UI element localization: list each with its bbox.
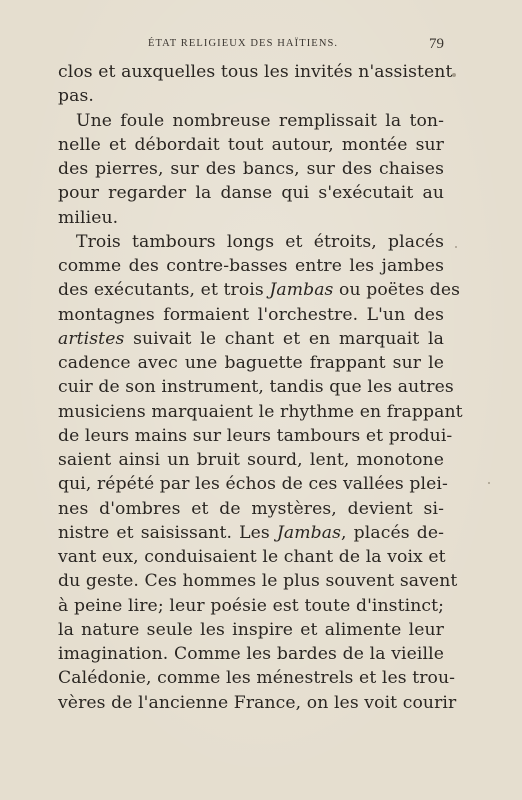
text-line: qui, répété par les échos de ces vallées plei- <box>58 474 448 495</box>
text-line: imagination. Comme les bardes de la vieille <box>58 644 444 664</box>
text-line: pas. <box>58 86 94 107</box>
text-line: Calédonie, comme les ménestrels et les trou- <box>58 668 456 689</box>
paper-speck <box>455 246 457 248</box>
text-segment: ou poëtes des <box>333 280 461 301</box>
text-line: comme des contre-basses entre les jambes <box>58 256 444 276</box>
text-line: cadence avec une baguette frappant sur le <box>58 353 444 373</box>
text-line: vères de l'ancienne France, on les voit courir <box>58 692 457 713</box>
text-line: nelle et débordait tout autour, montée sur <box>58 134 444 155</box>
text-line: des pierres, sur des bancs, sur des chaises <box>58 159 444 179</box>
text-line <box>58 327 444 351</box>
text-line: pour regarder la danse qui s'exécutait au <box>58 183 444 204</box>
paragraph-first-line: Trois tambours longs et étroits, placés <box>76 231 444 252</box>
italic-word: Jambas <box>276 522 342 543</box>
page-number: 79 <box>429 36 444 52</box>
body-text <box>58 60 463 715</box>
text-segment: suivait le chant et en marquait la <box>124 328 444 349</box>
paper-speck <box>452 73 456 77</box>
text-line: de leurs mains sur leurs tambours et produi- <box>58 425 453 446</box>
text-line: cuir de son instrument, tandis que les autres <box>58 377 454 398</box>
text-segment: nistre et saisissant. Les <box>58 522 277 543</box>
text-line: saient ainsi un bruit sourd, lent, monotone <box>58 450 444 470</box>
text-line: montagnes formaient l'orchestre. L'un des <box>58 304 444 325</box>
italic-word: artistes <box>58 328 125 349</box>
text-line <box>58 521 444 545</box>
text-segment: , placés de- <box>341 522 445 543</box>
text-line: du geste. Ces hommes le plus souvent savent <box>58 571 458 592</box>
text-line: la nature seule les inspire et alimente leur <box>58 619 444 640</box>
text-line: vant eux, conduisaient le chant de la voix et <box>58 547 446 567</box>
running-title: ÉTAT RELIGIEUX DES HAÏTIENS. <box>148 38 339 49</box>
paper-speck <box>488 482 490 484</box>
text-line: clos et auxquelles tous les invités n'assistent <box>58 62 453 82</box>
text-line: musiciens marquaient le rhythme en frappant <box>58 401 463 422</box>
text-segment: des exécutants, et trois <box>58 280 270 301</box>
text-line: milieu. <box>58 207 119 228</box>
text-line <box>58 278 461 302</box>
italic-word: Jambas <box>269 280 334 301</box>
text-line: nes d'ombres et de mystères, devient si- <box>58 498 444 519</box>
paragraph-first-line: Une foule nombreuse remplissait la ton- <box>76 110 444 131</box>
running-head <box>58 36 444 54</box>
text-line: à peine lire; leur poésie est toute d'instinct; <box>58 595 444 616</box>
